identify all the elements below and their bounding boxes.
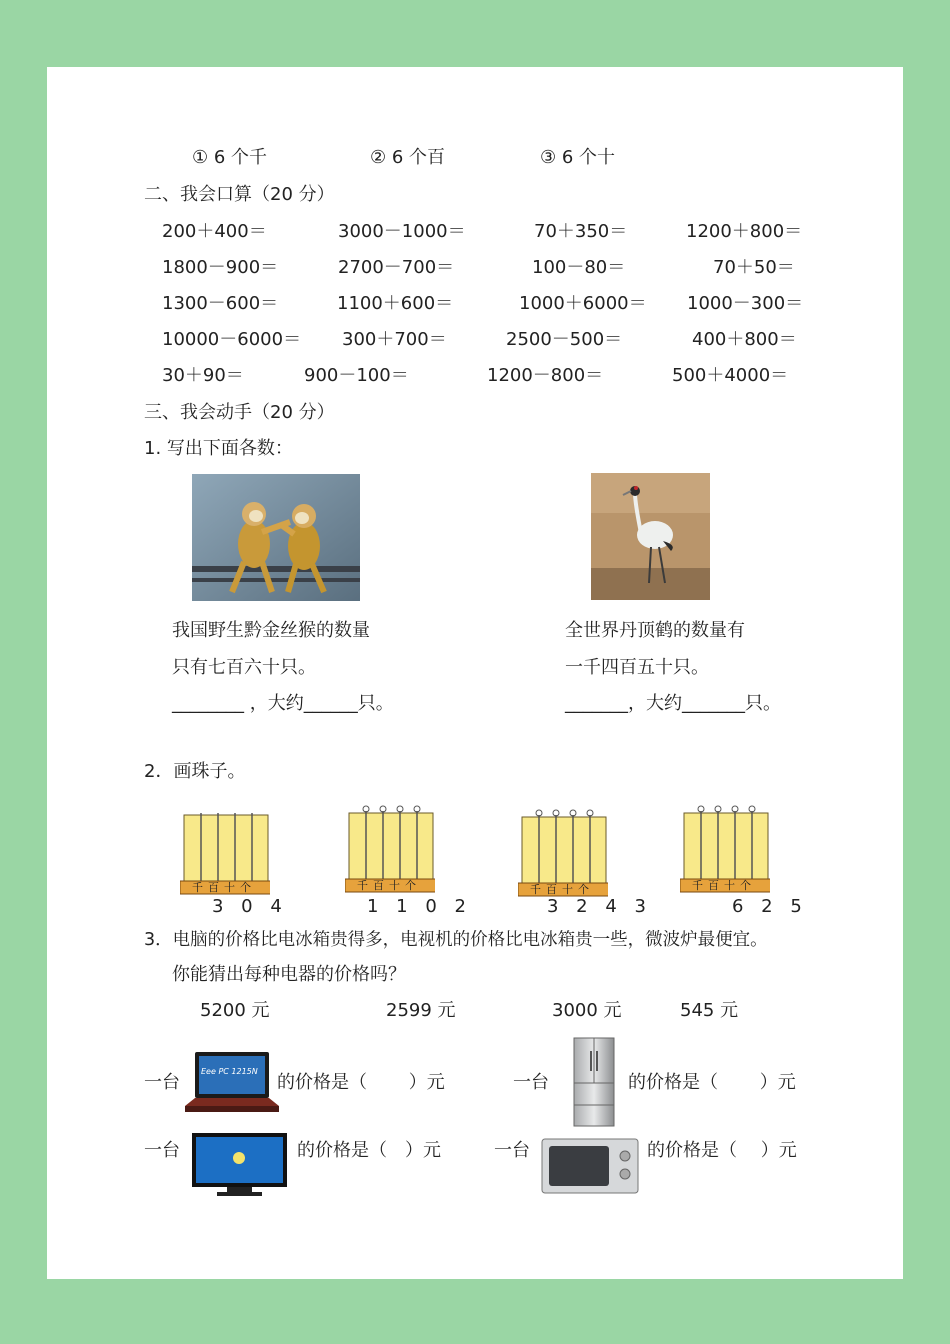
q1-title: 1. 写出下面各数： [144,438,293,459]
tv-price-question: 的价格是（ ）元 [297,1140,441,1161]
place-labels [692,875,756,897]
label-thousands: 千 [357,879,373,892]
calc-item: 3000－1000＝ [338,221,466,242]
label-hundreds: 百 [208,881,224,894]
q1-left-line2: 只有七百六十只。 [172,657,316,678]
calc-item: 1000＋6000＝ [519,293,647,314]
calc-item: 1300－600＝ [162,293,279,314]
calc-item: 300＋700＝ [342,329,447,350]
microwave-price-question: 的价格是（ ）元 [647,1140,797,1161]
label-ones: 个 [740,879,756,892]
prefix-label: 一台 [513,1072,549,1093]
calc-item: 200＋400＝ [162,221,267,242]
label-thousands: 千 [692,879,708,892]
crane-photo [591,473,710,600]
label-hundreds: 百 [373,879,389,892]
calc-item: 70＋350＝ [534,221,628,242]
abacus-number: 3 0 4 [212,896,288,917]
calc-item: 1000－300＝ [687,293,804,314]
calc-item: 1100＋600＝ [337,293,454,314]
label-tens: 十 [724,879,740,892]
laptop-screen-text: Eee PC 1215N [201,1067,258,1076]
q2-title: 2．画珠子。 [144,761,246,782]
option-2: ② 6 个百 [370,147,446,168]
q1-right-blank: _______，大约_______只。 [565,693,781,714]
prefix-label: 一台 [494,1140,530,1161]
prefix-label: 一台 [144,1072,180,1093]
section3-title: 三、我会动手（20 分） [144,402,335,423]
label-thousands: 千 [192,881,208,894]
q1-right-line1: 全世界丹顶鹤的数量有 [565,620,745,641]
microwave-image [541,1138,639,1196]
label-hundreds: 百 [546,883,562,896]
calc-item: 500＋4000＝ [672,365,789,386]
q1-left-blank: ________ ，大约______只。 [172,693,394,714]
option-1: ① 6 个千 [192,147,268,168]
q1-left-line1: 我国野生黔金丝猴的数量 [172,620,370,641]
price-option: 2599 元 [386,1000,456,1021]
label-tens: 十 [224,881,240,894]
calc-item: 900－100＝ [304,365,409,386]
q3-title: 3．电脑的价格比电冰箱贵得多，电视机的价格比电冰箱贵一些，微波炉最便宜。 [144,930,768,950]
price-option: 545 元 [680,1000,739,1021]
price-option: 3000 元 [552,1000,622,1021]
laptop-image [185,1050,279,1120]
label-ones: 个 [578,883,594,896]
place-labels [357,875,421,897]
q1-right-line2: 一千四百五十只。 [565,657,709,678]
calc-item: 10000－6000＝ [162,329,302,350]
worksheet-page [47,67,903,1279]
fridge-price-question: 的价格是（ ）元 [628,1072,796,1093]
calc-item: 1800－900＝ [162,257,279,278]
abacus-number: 6 2 5 [732,896,808,917]
fridge-image [573,1037,615,1129]
abacus-number: 3 2 4 3 [547,896,652,917]
laptop-price-question: 的价格是（ ）元 [277,1072,445,1093]
option-3: ③ 6 个十 [540,147,616,168]
calc-item: 70＋50＝ [713,257,795,278]
abacus-number: 1 1 0 2 [367,896,472,917]
price-option: 5200 元 [200,1000,270,1021]
calc-item: 2500－500＝ [506,329,623,350]
section2-title: 二、我会口算（20 分） [144,184,335,205]
q3-subtitle: 你能猜出每种电器的价格吗？ [172,964,406,985]
calc-item: 100－80＝ [532,257,626,278]
calc-item: 1200－800＝ [487,365,604,386]
label-tens: 十 [389,879,405,892]
calc-item: 2700－700＝ [338,257,455,278]
calc-item: 400＋800＝ [692,329,797,350]
label-thousands: 千 [530,883,546,896]
label-ones: 个 [405,879,421,892]
label-ones: 个 [240,881,256,894]
calc-item: 1200＋800＝ [686,221,803,242]
monkey-photo [192,474,360,601]
label-tens: 十 [562,883,578,896]
tv-image [191,1132,288,1198]
prefix-label: 一台 [144,1140,180,1161]
label-hundreds: 百 [708,879,724,892]
calc-item: 30＋90＝ [162,365,244,386]
